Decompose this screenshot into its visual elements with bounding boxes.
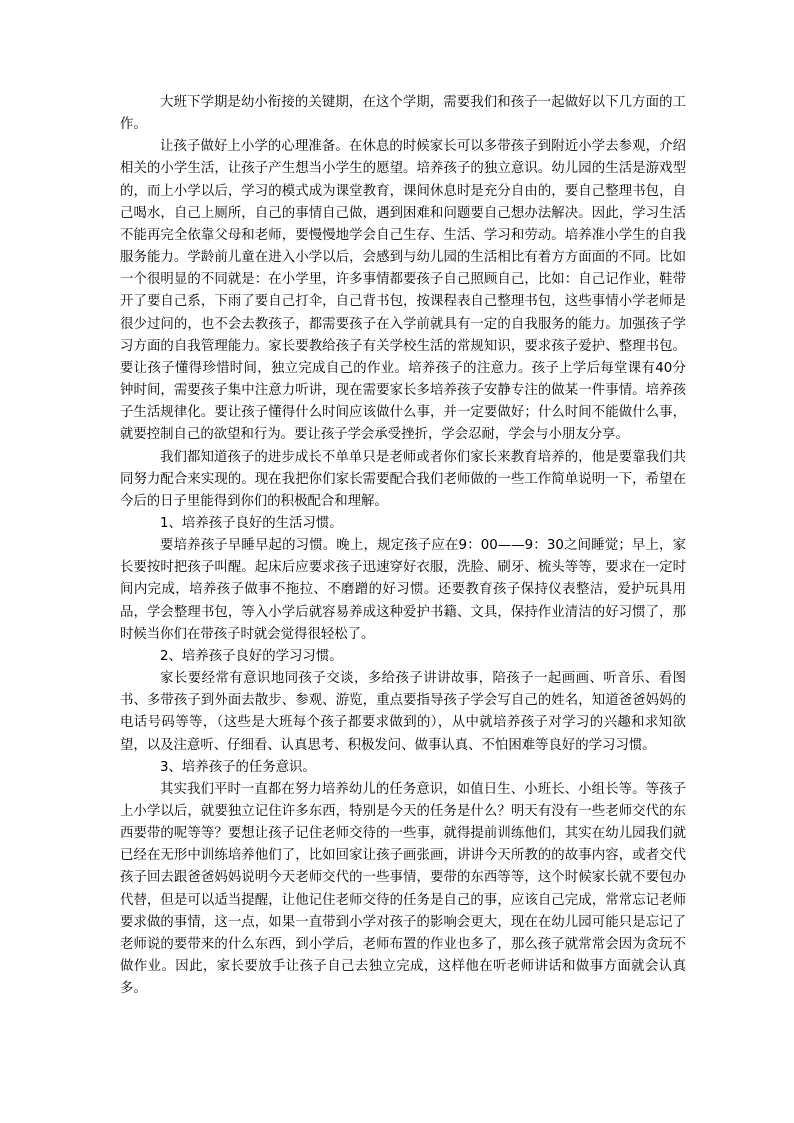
life-habits-paragraph: 要培养孩子早睡早起的习惯。晚上，规定孩子应在9：00——9：30之间睡觉；早上，家长要按时把孩子叫醒。起床后应要求孩子迅速穿好衣服，洗脸、刷牙、梳头等等，要求在一定时间内完成，培养孩子做事不拖拉、不磨蹭的好习惯。还要教育孩子保持仪表整洁，爱护玩具用品，学会整理书包，等入小学后就容易养成这种爱护书籍、文具，保持作业清洁的好习惯了，那时候当你们在带孩子时就会觉得很轻松了。 [120,538,686,642]
section-heading-study-habits: 2、培养孩子良好的学习习惯。 [160,648,343,664]
cooperation-paragraph: 我们都知道孩子的进步成长不单单只是老师或者你们家长来教育培养的，他是要靠我们共同努力配合来实现的。现在我把你们家长需要配合我们老师做的一些工作简单说明一下，希望在今后的日子里能得到你们的积极配合和理解。 [120,449,686,509]
document-body [120,92,686,1000]
study-habits-paragraph: 家长要经常有意识地同孩子交谈，多给孩子讲讲故事，陪孩子一起画画、听音乐、看图书、多带孩子到外面去散步、参观、游览，重点要指导孩子学会写自己的姓名，知道爸爸妈妈的电话号码等等，（这些是大班每个孩子都要求做到的），从中就培养孩子对学习的兴趣和求知欲望，以及注意听、仔细看、认真思考、积极发问、做事认真、不怕困难等良好的学习习惯。 [120,671,686,753]
intro-paragraph: 大班下学期是幼小衔接的关键期，在这个学期，需要我们和孩子一起做好以下几方面的工作。 [120,95,686,133]
preparation-paragraph: 让孩子做好上小学的心理准备。在休息的时候家长可以多带孩子到附近小学去参观，介绍相关的小学生活，让孩子产生想当小学生的愿望。培养孩子的独立意识。幼儿园的生活是游戏型的，而上小学以后，学习的模式成为课堂教育，课间休息时是充分自由的，要自己整理书包，自己喝水，自己上厕所，自己的事情自己做，遇到困难和问题要自己想办法解决。因此，学习生活不能再完全依靠父母和老师，要慢慢地学会自己生存、生活、学习和劳动。培养准小学生的自我服务能力。学龄前儿童在进入小学以后，会感到与幼儿园的生活相比有着方方面面的不同。比如一个很明显的不同就是：在小学里，许多事情都要孩子自己照顾自己，比如：自己记作业，鞋带开了要自己系，下雨了要自己打伞，自己背书包，按课程表自己整理书包，这些事情小学老师是很少过问的，也不会去教孩子，都需要孩子在入学前就具有一定的自我服务的能力。加强孩子学习方面的自我管理能力。家长要教给孩子有关学校生活的常规知识，要求孩子爱护、整理书包。要让孩子懂得珍惜时间，独立完成自己的作业。培养孩子的注意力。孩子上学后每堂课有40分钟时间，需要孩子集中注意力听讲，现在需要家长多培养孩子安静专注的做某一件事情。培养孩子生活规律化。要让孩子懂得什么时间应该做什么事，并一定要做好；什么时间不能做什么事，就要控制自己的欲望和行为。要让孩子学会承受挫折，学会忍耐，学会与小朋友分享。 [120,139,686,443]
section-heading-life-habits: 1、培养孩子良好的生活习惯。 [160,515,343,531]
task-awareness-paragraph: 其实我们平时一直都在努力培养幼儿的任务意识，如值日生、小班长、小组长等。等孩子上小学以后，就要独立记住许多东西，特别是今天的任务是什么？明天有没有一些老师交代的东西要带的呢等等？要想让孩子记住老师交待的一些事，就得提前训练他们，其实在幼儿园我们就已经在无形中训练培养他们了，比如回家让孩子画张画，讲讲今天所教的的故事内容，或者交代孩子回去跟爸爸妈妈说明今天老师交代的一些事情，要带的东西等等，这个时候家长就不要包办代替，但是可以适当提醒，让他记住老师交待的任务是自己的事，应该自己完成，常常忘记老师要求做的事情，这一点，如果一直带到小学对孩子的影响会更大，现在在幼儿园可能只是忘记了老师说的要带来的什么东西，到小学后，老师布置的作业也多了，那么孩子就常常会因为贪玩不做作业。因此，家长要放手让孩子自己去独立完成，这样他在听老师讲话和做事方面就会认真多。 [120,781,686,997]
section-heading-task-awareness: 3、培养孩子的任务意识。 [160,759,316,775]
